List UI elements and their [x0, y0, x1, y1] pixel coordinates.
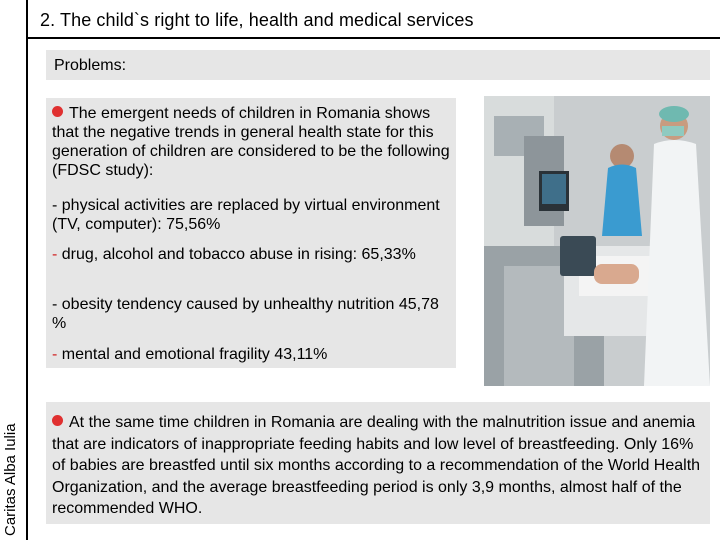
page-title: 2. The child`s right to life, health and medical services: [40, 10, 474, 30]
problems-bar: [46, 50, 710, 80]
malnutrition-text: At the same time children in Romania are dealing with the malnutrition issue and anemia that are indicators of inappropriate feeding habits and low level of breastfeeding. Only 16% of babies are breastfed until six months according to a recommendation of the World Health Organization, and the average breastfeeding period is only 3,9 months, almost half of the recommended WHO.: [52, 414, 701, 517]
sidebar: [0, 0, 28, 540]
item-dash: -: [52, 346, 58, 363]
list-item: [52, 345, 452, 364]
hospital-photo-illustration: [484, 96, 710, 386]
problems-text-box: [46, 98, 456, 368]
problems-label: Problems:: [54, 57, 127, 74]
bullet-icon: [52, 106, 63, 117]
hospital-photo: [484, 96, 710, 386]
item-obesity: - obesity tendency caused by unhealthy nutrition 45,78 %: [52, 296, 439, 332]
malnutrition-paragraph: [52, 412, 702, 520]
list-item: [52, 295, 452, 333]
item-physical-activity: - physical activities are replaced by virtual environment (TV, computer): 75,56%: [52, 197, 440, 233]
bottom-text-box: [46, 402, 710, 524]
list-item: [52, 196, 452, 234]
sidebar-org-label: Caritas Alba Iulia: [2, 423, 19, 536]
bullet-icon: [52, 415, 63, 426]
title-divider: [28, 37, 720, 39]
intro-paragraph: [52, 104, 452, 180]
intro-text: The emergent needs of children in Romania shows that the negative trends in general health state for this generation of children are considered to be the following (FDSC study):: [52, 105, 450, 179]
list-item: [52, 245, 452, 264]
item-drug-abuse: drug, alcohol and tobacco abuse in rising: 65,33%: [57, 246, 416, 263]
item-dash: -: [52, 246, 58, 263]
item-mental-fragility: mental and emotional fragility 43,11%: [57, 346, 328, 363]
